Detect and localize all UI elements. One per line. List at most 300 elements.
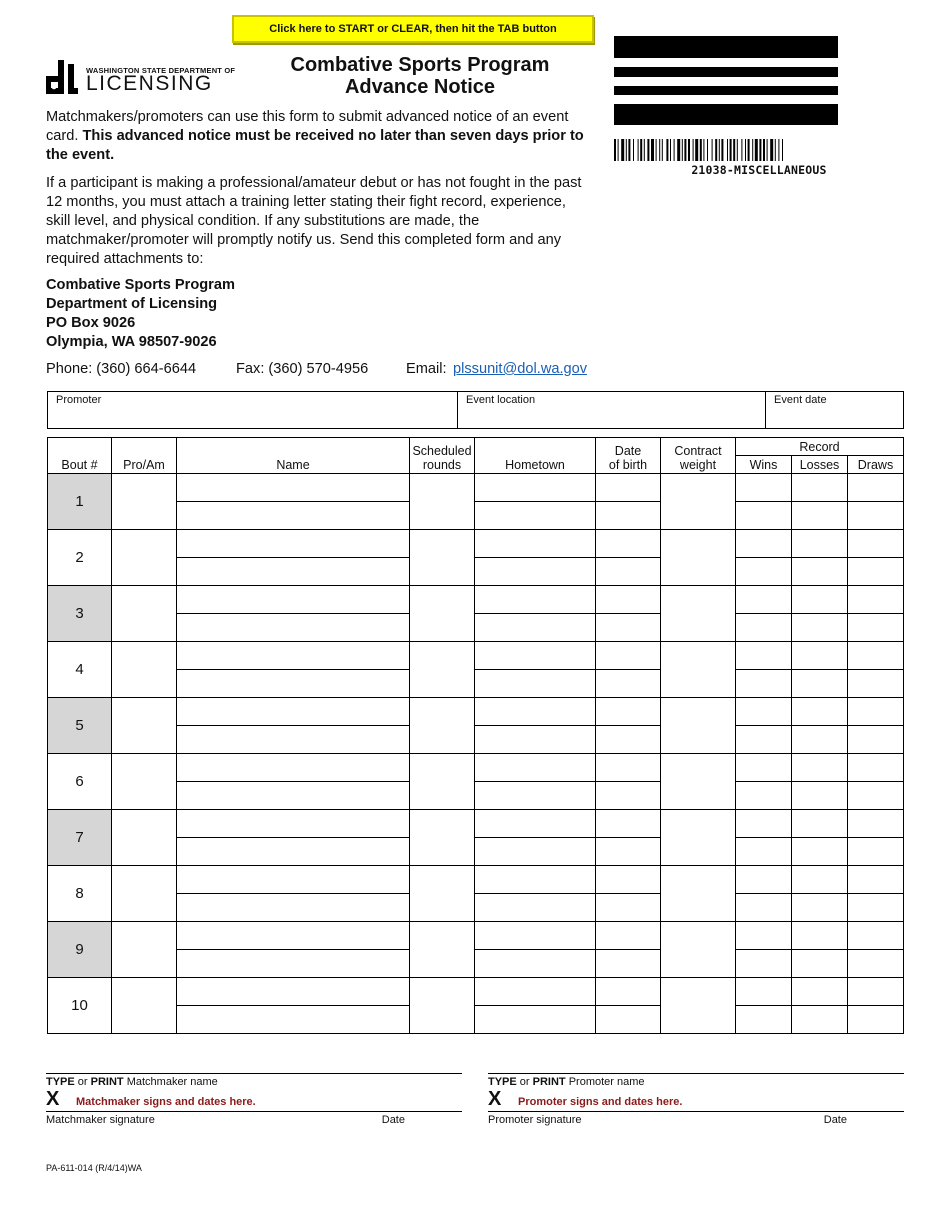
barcode-bar	[700, 139, 702, 161]
promoter-date-label: Date	[823, 1114, 847, 1126]
pro-am-input[interactable]	[112, 754, 177, 810]
wins-input[interactable]	[736, 950, 792, 978]
header-losses: Losses	[792, 456, 848, 474]
fighter-name-input[interactable]	[177, 1006, 410, 1034]
matchmaker-date-label: Date	[381, 1114, 405, 1126]
barcode-bar	[628, 139, 630, 161]
header-rounds-line2: rounds	[422, 458, 462, 472]
table-row	[48, 474, 904, 502]
barcode-bar	[733, 139, 735, 161]
matchmaker-signature-label: Matchmaker signature	[46, 1114, 155, 1126]
losses-input[interactable]	[792, 530, 848, 558]
scheduled-rounds-input[interactable]	[410, 978, 475, 1034]
table-row	[48, 502, 904, 530]
hometown-input[interactable]	[475, 866, 596, 894]
date-of-birth-input[interactable]	[596, 670, 661, 698]
barcode-bar	[684, 139, 686, 161]
bout-number-cell: 4	[48, 642, 112, 698]
barcode-bar	[640, 139, 642, 161]
date-of-birth-input[interactable]	[596, 838, 661, 866]
barcode-bar	[745, 139, 746, 161]
scheduled-rounds-input[interactable]	[410, 754, 475, 810]
pro-am-input[interactable]	[112, 922, 177, 978]
draws-input[interactable]	[848, 1006, 904, 1034]
intro-paragraph	[46, 108, 586, 165]
mailing-address	[46, 276, 235, 352]
pro-am-input[interactable]	[112, 586, 177, 642]
barcode-bar	[621, 139, 624, 161]
draws-input[interactable]	[848, 810, 904, 838]
draws-input[interactable]	[848, 838, 904, 866]
contract-weight-input[interactable]	[661, 530, 736, 586]
promoter-signature-label: Promoter signature	[488, 1114, 582, 1126]
table-row	[48, 810, 904, 838]
pro-am-input[interactable]	[112, 642, 177, 698]
promoter-field[interactable]	[48, 392, 458, 428]
contract-weight-input[interactable]	[661, 810, 736, 866]
pro-am-input[interactable]	[112, 530, 177, 586]
fighter-name-input[interactable]	[177, 614, 410, 642]
wins-input[interactable]	[736, 894, 792, 922]
fighter-name-input[interactable]	[177, 754, 410, 782]
fighter-name-input[interactable]	[177, 474, 410, 502]
table-row	[48, 530, 904, 558]
hometown-input[interactable]	[475, 726, 596, 754]
phone-text: Phone: (360) 664-6644	[46, 361, 197, 377]
barcode-bar	[659, 139, 660, 161]
fighter-name-input[interactable]	[177, 782, 410, 810]
wins-input[interactable]	[736, 530, 792, 558]
logo-agency-text: WASHINGTON STATE DEPARTMENT OF	[86, 66, 236, 75]
barcode-bar	[727, 139, 728, 161]
header-draws: Draws	[848, 456, 904, 474]
contract-weight-input[interactable]	[661, 978, 736, 1034]
address-line: Department of Licensing	[46, 296, 218, 312]
print-text: PRINT	[90, 1076, 124, 1088]
promoter-sign-hint[interactable]: Promoter signs and dates here.	[518, 1096, 683, 1108]
fighter-name-input[interactable]	[177, 558, 410, 586]
barcode-icon	[614, 139, 904, 161]
date-of-birth-input[interactable]	[596, 1006, 661, 1034]
table-row	[48, 698, 904, 726]
header-wins: Wins	[736, 456, 792, 474]
title-line-2: Advance Notice	[344, 76, 496, 98]
draws-input[interactable]	[848, 950, 904, 978]
date-of-birth-input[interactable]	[596, 810, 661, 838]
barcode-bar	[707, 139, 708, 161]
table-row	[48, 1006, 904, 1034]
date-of-birth-input[interactable]	[596, 502, 661, 530]
hometown-input[interactable]	[475, 782, 596, 810]
losses-input[interactable]	[792, 670, 848, 698]
header-dob-line2: of birth	[608, 458, 648, 472]
intro-bold-text: This advanced notice must be received no later than seven days prior to the event.	[46, 128, 584, 163]
losses-input[interactable]	[792, 558, 848, 586]
email-link[interactable]: plssunit@dol.wa.gov	[453, 361, 588, 377]
barcode-bar	[778, 139, 779, 161]
scheduled-rounds-input[interactable]	[410, 922, 475, 978]
contract-weight-input[interactable]	[661, 866, 736, 922]
date-of-birth-input[interactable]	[596, 530, 661, 558]
draws-input[interactable]	[848, 474, 904, 502]
table-row	[48, 754, 904, 782]
divider	[46, 1111, 462, 1112]
barcode-bar	[666, 139, 668, 161]
fighter-name-input[interactable]	[177, 950, 410, 978]
divider	[46, 1073, 462, 1074]
bout-number-cell: 2	[48, 530, 112, 586]
losses-input[interactable]	[792, 922, 848, 950]
barcode-bar	[770, 139, 773, 161]
header-dob-line1: Date	[614, 444, 642, 458]
header-contract-weight	[661, 438, 736, 474]
barcode-bar	[737, 139, 738, 161]
fighter-name-input[interactable]	[177, 642, 410, 670]
barcode-bar	[695, 139, 698, 161]
barcode-bar	[677, 139, 680, 161]
matchmaker-sign-hint[interactable]: Matchmaker signs and dates here.	[76, 1096, 256, 1108]
hometown-input[interactable]	[475, 922, 596, 950]
hometown-input[interactable]	[475, 614, 596, 642]
header-name: Name	[177, 438, 410, 474]
table-row	[48, 670, 904, 698]
table-row	[48, 950, 904, 978]
losses-input[interactable]	[792, 614, 848, 642]
signature-x-icon: X	[488, 1088, 502, 1110]
date-of-birth-input[interactable]	[596, 978, 661, 1006]
table-row	[48, 614, 904, 642]
address-line: Combative Sports Program	[46, 277, 235, 293]
wins-input[interactable]	[736, 502, 792, 530]
table-row	[48, 922, 904, 950]
draws-input[interactable]	[848, 754, 904, 782]
losses-input[interactable]	[792, 642, 848, 670]
page-title	[250, 54, 590, 98]
draws-input[interactable]	[848, 642, 904, 670]
barcode-bar	[763, 139, 765, 161]
date-of-birth-input[interactable]	[596, 586, 661, 614]
barcode-bar	[782, 139, 783, 161]
draws-input[interactable]	[848, 726, 904, 754]
event-info-fields	[47, 391, 904, 429]
redaction-bar	[614, 86, 838, 95]
wins-input[interactable]	[736, 838, 792, 866]
draws-input[interactable]	[848, 586, 904, 614]
event-location-field[interactable]	[458, 392, 766, 428]
losses-input[interactable]	[792, 950, 848, 978]
hometown-input[interactable]	[475, 474, 596, 502]
barcode-bar	[647, 139, 649, 161]
table-row	[48, 642, 904, 670]
wins-input[interactable]	[736, 782, 792, 810]
signature-x-icon: X	[46, 1088, 60, 1110]
table-row	[48, 838, 904, 866]
pro-am-input[interactable]	[112, 474, 177, 530]
barcode-bar	[656, 139, 657, 161]
event-date-field[interactable]	[766, 392, 903, 428]
date-of-birth-input[interactable]	[596, 754, 661, 782]
fighter-name-input[interactable]	[177, 838, 410, 866]
bout-table	[47, 437, 904, 1034]
hometown-input[interactable]	[475, 698, 596, 726]
pro-am-input[interactable]	[112, 698, 177, 754]
barcode-bar	[715, 139, 717, 161]
table-row	[48, 586, 904, 614]
matchmaker-name-text: Matchmaker name	[126, 1076, 218, 1088]
header-rounds-line1: Scheduled	[412, 444, 472, 458]
bout-number-cell: 3	[48, 586, 112, 642]
hometown-input[interactable]	[475, 642, 596, 670]
redaction-bar	[614, 104, 838, 125]
pro-am-input[interactable]	[112, 866, 177, 922]
hometown-input[interactable]	[475, 754, 596, 782]
header-bout: Bout #	[48, 438, 112, 474]
wins-input[interactable]	[736, 586, 792, 614]
hometown-input[interactable]	[475, 530, 596, 558]
bout-number-cell: 5	[48, 698, 112, 754]
barcode-bar	[633, 139, 634, 161]
dol-logo	[46, 60, 236, 96]
bout-number-cell: 9	[48, 922, 112, 978]
losses-input[interactable]	[792, 502, 848, 530]
wins-input[interactable]	[736, 614, 792, 642]
scheduled-rounds-input[interactable]	[410, 586, 475, 642]
contract-weight-input[interactable]	[661, 922, 736, 978]
losses-input[interactable]	[792, 978, 848, 1006]
bout-number-cell: 6	[48, 754, 112, 810]
losses-input[interactable]	[792, 894, 848, 922]
header-weight-line2: weight	[679, 458, 717, 472]
email-label: Email:	[406, 361, 447, 377]
date-of-birth-input[interactable]	[596, 642, 661, 670]
barcode-bar	[614, 139, 616, 161]
losses-input[interactable]	[792, 474, 848, 502]
date-of-birth-input[interactable]	[596, 558, 661, 586]
fighter-name-input[interactable]	[177, 866, 410, 894]
redaction-bar	[614, 36, 838, 58]
matchmaker-name-label[interactable]	[46, 1076, 218, 1088]
intro-plain-text: Matchmakers/promoters can use this form to submit advanced notice of an event card.	[46, 109, 569, 144]
barcode-bar	[618, 139, 619, 161]
losses-input[interactable]	[792, 866, 848, 894]
pro-am-input[interactable]	[112, 978, 177, 1034]
or-text: or	[519, 1076, 530, 1088]
barcode-bar	[626, 139, 627, 161]
draws-input[interactable]	[848, 670, 904, 698]
barcode-bar	[767, 139, 768, 161]
draws-input[interactable]	[848, 502, 904, 530]
fighter-name-input[interactable]	[177, 502, 410, 530]
barcode-bar	[674, 139, 675, 161]
date-of-birth-input[interactable]	[596, 782, 661, 810]
pro-am-input[interactable]	[112, 810, 177, 866]
hometown-input[interactable]	[475, 502, 596, 530]
date-of-birth-input[interactable]	[596, 922, 661, 950]
hometown-input[interactable]	[475, 586, 596, 614]
header-weight-line1: Contract	[674, 444, 722, 458]
barcode-bar	[712, 139, 713, 161]
scheduled-rounds-input[interactable]	[410, 810, 475, 866]
hometown-input[interactable]	[475, 838, 596, 866]
losses-input[interactable]	[792, 754, 848, 782]
wins-input[interactable]	[736, 642, 792, 670]
losses-input[interactable]	[792, 726, 848, 754]
barcode-bar	[741, 139, 742, 161]
barcode-bar	[703, 139, 704, 161]
address-line: PO Box 9026	[46, 315, 136, 331]
barcode-bar	[721, 139, 723, 161]
hometown-input[interactable]	[475, 978, 596, 1006]
type-text: TYPE	[488, 1076, 517, 1088]
scheduled-rounds-input[interactable]	[410, 530, 475, 586]
draws-input[interactable]	[848, 698, 904, 726]
losses-input[interactable]	[792, 1006, 848, 1034]
wins-input[interactable]	[736, 978, 792, 1006]
contract-weight-input[interactable]	[661, 586, 736, 642]
date-of-birth-input[interactable]	[596, 950, 661, 978]
wins-input[interactable]	[736, 726, 792, 754]
bout-table-body	[48, 474, 904, 1034]
title-line-1: Combative Sports Program	[290, 54, 550, 76]
losses-input[interactable]	[792, 810, 848, 838]
barcode-bar	[682, 139, 683, 161]
barcode-bar	[730, 139, 732, 161]
start-clear-button[interactable]: Click here to START or CLEAR, then hit the TAB button	[232, 15, 594, 43]
hometown-input[interactable]	[475, 894, 596, 922]
barcode-bar	[644, 139, 645, 161]
barcode-bar	[651, 139, 654, 161]
draws-input[interactable]	[848, 530, 904, 558]
type-text: TYPE	[46, 1076, 75, 1088]
barcode-bar	[755, 139, 758, 161]
promoter-name-text: Promoter name	[568, 1076, 645, 1088]
date-of-birth-input[interactable]	[596, 614, 661, 642]
table-row	[48, 782, 904, 810]
date-of-birth-input[interactable]	[596, 894, 661, 922]
bout-number-cell: 1	[48, 474, 112, 530]
date-of-birth-input[interactable]	[596, 866, 661, 894]
promoter-label: Promoter	[56, 394, 102, 406]
redaction-bar	[614, 67, 838, 77]
table-row	[48, 558, 904, 586]
fighter-name-input[interactable]	[177, 978, 410, 1006]
table-row	[48, 726, 904, 754]
address-line: Olympia, WA 98507-9026	[46, 334, 217, 350]
fax-text: Fax: (360) 570-4956	[236, 361, 369, 377]
wins-input[interactable]	[736, 474, 792, 502]
header-record: Record	[736, 438, 904, 456]
date-of-birth-input[interactable]	[596, 726, 661, 754]
header-scheduled-rounds	[410, 438, 475, 474]
promoter-name-label[interactable]	[488, 1076, 645, 1088]
table-row	[48, 978, 904, 1006]
draws-input[interactable]	[848, 614, 904, 642]
barcode-bar	[688, 139, 690, 161]
barcode-bar	[759, 139, 761, 161]
barcode-bar	[752, 139, 753, 161]
draws-input[interactable]	[848, 978, 904, 1006]
barcode-bar	[638, 139, 639, 161]
barcode-bar	[693, 139, 694, 161]
table-row	[48, 866, 904, 894]
wins-input[interactable]	[736, 810, 792, 838]
header-date-of-birth	[596, 438, 661, 474]
form-number: PA-611-014 (R/4/14)WA	[46, 1163, 142, 1173]
contract-weight-input[interactable]	[661, 698, 736, 754]
wins-input[interactable]	[736, 698, 792, 726]
wins-input[interactable]	[736, 754, 792, 782]
draws-input[interactable]	[848, 866, 904, 894]
barcode-bar	[748, 139, 750, 161]
scheduled-rounds-input[interactable]	[410, 474, 475, 530]
hometown-input[interactable]	[475, 1006, 596, 1034]
losses-input[interactable]	[792, 782, 848, 810]
hometown-input[interactable]	[475, 950, 596, 978]
bout-number-cell: 8	[48, 866, 112, 922]
draws-input[interactable]	[848, 894, 904, 922]
contract-weight-input[interactable]	[661, 474, 736, 530]
wins-input[interactable]	[736, 922, 792, 950]
fighter-name-input[interactable]	[177, 894, 410, 922]
fighter-name-input[interactable]	[177, 670, 410, 698]
fighter-name-input[interactable]	[177, 810, 410, 838]
table-row	[48, 894, 904, 922]
barcode-bar	[775, 139, 776, 161]
draws-input[interactable]	[848, 558, 904, 586]
header-pro-am: Pro/Am	[112, 438, 177, 474]
barcode-bar	[662, 139, 663, 161]
logo-licensing-text: LICENSING	[86, 72, 213, 95]
losses-input[interactable]	[792, 698, 848, 726]
hometown-input[interactable]	[475, 810, 596, 838]
contract-weight-input[interactable]	[661, 754, 736, 810]
hometown-input[interactable]	[475, 558, 596, 586]
print-text: PRINT	[532, 1076, 566, 1088]
bout-number-cell: 10	[48, 978, 112, 1034]
barcode-label: 21038-MISCELLANEOUS	[691, 163, 827, 177]
contract-weight-input[interactable]	[661, 642, 736, 698]
wins-input[interactable]	[736, 866, 792, 894]
scheduled-rounds-input[interactable]	[410, 866, 475, 922]
or-text: or	[77, 1076, 88, 1088]
wins-input[interactable]	[736, 558, 792, 586]
divider	[488, 1073, 904, 1074]
date-of-birth-input[interactable]	[596, 698, 661, 726]
debut-paragraph: If a participant is making a professional/amateur debut or has not fought in the past 12 months, you must attach a training letter stating their fight record, experience, skill level, and physical condition. If any substitutions are made, the matchmaker/promoter will promptly notify us. Send this completed form and any required attachments to:	[46, 175, 582, 267]
event-date-label: Event date	[774, 394, 827, 406]
dol-logo-mark-icon	[46, 60, 78, 94]
fighter-name-input[interactable]	[177, 698, 410, 726]
bout-number-cell: 7	[48, 810, 112, 866]
barcode-bar	[719, 139, 720, 161]
wins-input[interactable]	[736, 1006, 792, 1034]
draws-input[interactable]	[848, 782, 904, 810]
losses-input[interactable]	[792, 838, 848, 866]
hometown-input[interactable]	[475, 670, 596, 698]
divider	[488, 1111, 904, 1112]
draws-input[interactable]	[848, 922, 904, 950]
event-location-label: Event location	[466, 394, 536, 406]
date-of-birth-input[interactable]	[596, 474, 661, 502]
wins-input[interactable]	[736, 670, 792, 698]
fighter-name-input[interactable]	[177, 922, 410, 950]
scheduled-rounds-input[interactable]	[410, 698, 475, 754]
losses-input[interactable]	[792, 586, 848, 614]
scheduled-rounds-input[interactable]	[410, 642, 475, 698]
fighter-name-input[interactable]	[177, 726, 410, 754]
fighter-name-input[interactable]	[177, 586, 410, 614]
fighter-name-input[interactable]	[177, 530, 410, 558]
